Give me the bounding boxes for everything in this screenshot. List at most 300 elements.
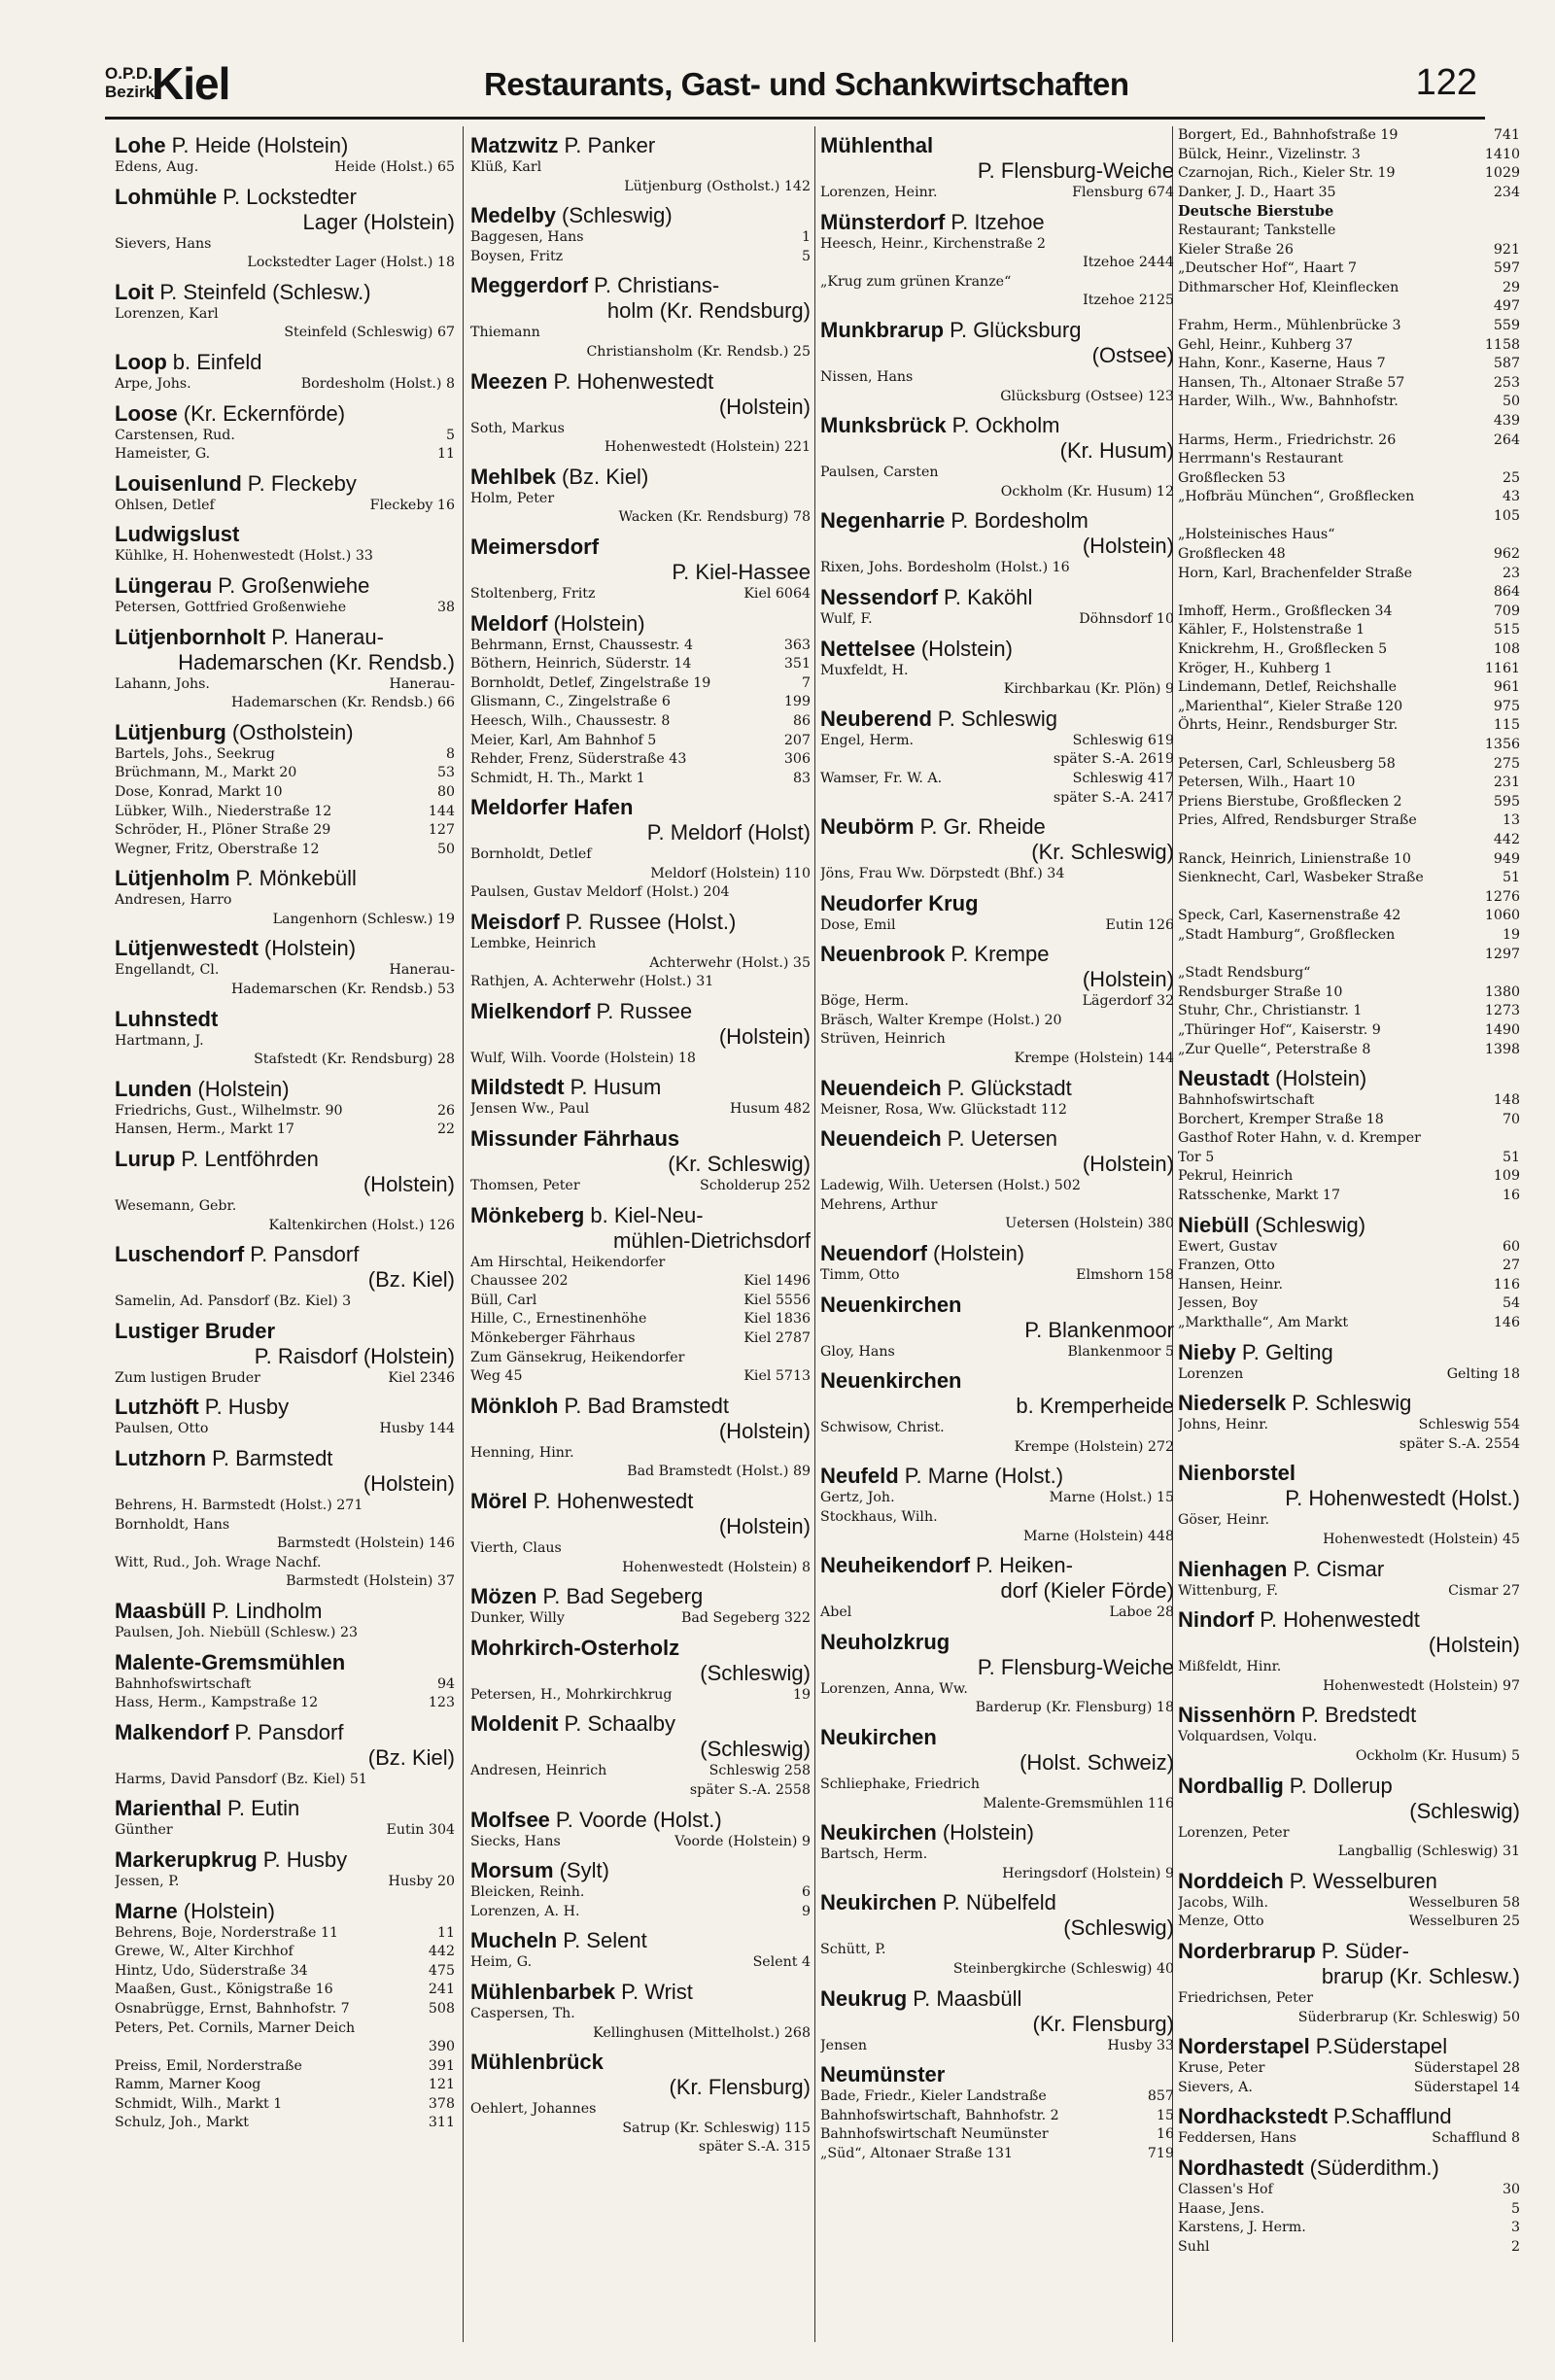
entry-phone: 1 bbox=[801, 229, 811, 246]
place-heading bbox=[115, 866, 455, 891]
place-section bbox=[115, 1007, 455, 1070]
list-item bbox=[470, 1609, 811, 1629]
entry-phone: 241 bbox=[428, 1982, 455, 1998]
entry-phone: 961 bbox=[1493, 679, 1520, 696]
entry-phone: 6 bbox=[801, 1884, 811, 1901]
place-name: Neukirchen bbox=[820, 1724, 937, 1749]
entry-name: Stockhaus, Wilh. bbox=[820, 1509, 938, 1525]
entry-continuation bbox=[1178, 1747, 1520, 1767]
entry-name: Am Hirschtal, Heikendorfer bbox=[470, 1254, 666, 1270]
list-item bbox=[1178, 964, 1520, 983]
entry-name: „Thüringer Hof“, Kaiserstr. 9 bbox=[1178, 1021, 1381, 1038]
list-item bbox=[1178, 2200, 1520, 2220]
place-heading bbox=[470, 1980, 811, 2005]
entry-name: Jacobs, Wilh. bbox=[1178, 1894, 1269, 1911]
list-item bbox=[115, 764, 455, 783]
list-item bbox=[470, 674, 811, 694]
entry-phone: 234 bbox=[1493, 184, 1520, 200]
post-office: P. Lentföhrden bbox=[181, 1147, 319, 1172]
post-office-continued: b. Kremperheide bbox=[1016, 1394, 1174, 1419]
place-heading bbox=[470, 910, 811, 935]
entry-name: Mönkeberger Fährhaus bbox=[470, 1330, 636, 1346]
column-2 bbox=[470, 126, 811, 2362]
post-office-continued: (Schleswig) bbox=[1063, 1915, 1174, 1941]
entry-name: Haase, Jens. bbox=[1178, 2200, 1264, 2217]
post-office: P. Husby bbox=[262, 1846, 348, 1872]
place-section bbox=[115, 1650, 455, 1713]
entry-name: Muxfeldt, H. bbox=[820, 662, 909, 678]
list-item bbox=[115, 2057, 455, 2077]
list-item bbox=[1178, 755, 1520, 775]
entry-phone: 144 bbox=[428, 803, 455, 819]
post-office: P. Großenwiehe bbox=[218, 572, 370, 598]
entry-phone: 595 bbox=[1493, 793, 1520, 810]
entry-name: Brüchmann, M., Markt 20 bbox=[115, 765, 297, 781]
place-section bbox=[1178, 1774, 1520, 1862]
list-item bbox=[1178, 850, 1520, 870]
entry-phone: 50 bbox=[436, 841, 455, 857]
entry-name: Heim, G. bbox=[470, 1954, 533, 1971]
entry-name: „Krug zum grünen Kranze“ bbox=[820, 273, 1012, 290]
post-office: (Holstein) bbox=[1275, 1066, 1367, 1091]
place-section bbox=[1178, 2034, 1520, 2097]
place-name: Neufeld bbox=[820, 1464, 899, 1489]
post-office: P. Selent bbox=[563, 1928, 647, 1953]
place-section bbox=[470, 795, 811, 903]
post-office: P. Russee bbox=[596, 998, 693, 1023]
entry-name: Bülck, Heinr., Vizelinstr. 3 bbox=[1178, 146, 1361, 162]
place-name: Mörel bbox=[470, 1488, 528, 1513]
list-item bbox=[1178, 488, 1520, 507]
entry-phone: Kiel 2787 bbox=[743, 1330, 811, 1346]
entry-phone: 11 bbox=[436, 1924, 455, 1941]
list-item bbox=[470, 158, 811, 178]
list-item bbox=[115, 1962, 455, 1982]
entry-name: Horn, Karl, Brachenfelder Straße bbox=[1178, 565, 1413, 581]
place-section bbox=[470, 203, 811, 266]
place-name: Loose bbox=[115, 400, 178, 426]
place-section bbox=[1178, 1461, 1520, 1549]
entry-phone: Wesselburen 58 bbox=[1408, 1894, 1520, 1911]
list-item bbox=[1178, 393, 1520, 412]
entry-continuation bbox=[470, 1463, 811, 1482]
post-office: P. Marne (Holst.) bbox=[904, 1464, 1064, 1489]
place-heading bbox=[820, 637, 1174, 662]
entry-phone: 275 bbox=[1493, 755, 1520, 772]
entry-name: Wamser, Fr. W. A. bbox=[820, 770, 943, 786]
entry-name: Restaurant; Tankstelle bbox=[1178, 222, 1336, 238]
entry-name: Hass, Herm., Kampstraße 12 bbox=[115, 1695, 319, 1711]
entry-continuation bbox=[820, 680, 1174, 700]
entry-name: Großflecken 53 bbox=[1178, 469, 1286, 486]
entry-phone: Schleswig 258 bbox=[708, 1763, 811, 1779]
entry-location: Barderup (Kr. Flensburg) 18 bbox=[975, 1700, 1174, 1716]
list-item bbox=[470, 1272, 811, 1292]
entry-name: Chaussee 202 bbox=[470, 1273, 569, 1290]
entry-continuation bbox=[115, 694, 455, 713]
entry-location: später S.-A. 2619 bbox=[1053, 751, 1174, 768]
list-item bbox=[115, 745, 455, 765]
entry-location: Langenhorn (Schlesw.) 19 bbox=[272, 911, 455, 927]
entry-phone: Süderstapel 28 bbox=[1413, 2060, 1520, 2077]
entry-name: Hahn, Konr., Kaserne, Haus 7 bbox=[1178, 356, 1386, 372]
entry-phone: 351 bbox=[783, 656, 811, 673]
entry-name: Kieler Straße 26 bbox=[1178, 241, 1294, 258]
entry-phone: 199 bbox=[783, 694, 811, 710]
place-name: Nienhagen bbox=[1178, 1556, 1288, 1581]
place-section bbox=[1178, 1939, 1520, 2027]
entry-name: Ewert, Gustav bbox=[1178, 1238, 1278, 1255]
place-heading bbox=[820, 1725, 1174, 1776]
place-name: Lurup bbox=[115, 1147, 176, 1172]
entry-name: Paulsen, Gustav Meldorf (Holst.) 204 bbox=[470, 884, 730, 901]
entry-name: Peters, Pet. Cornils, Marner Deich bbox=[115, 2019, 356, 2036]
place-section bbox=[470, 1489, 811, 1577]
place-heading bbox=[1178, 1557, 1520, 1582]
list-item bbox=[1178, 811, 1520, 831]
list-item bbox=[115, 1821, 455, 1841]
post-office: P. Heiken- bbox=[976, 1553, 1073, 1578]
list-item bbox=[820, 235, 1174, 255]
place-name: Meldorfer Hafen bbox=[470, 795, 634, 820]
entry-phone: Fleckeby 16 bbox=[369, 497, 455, 513]
list-item bbox=[1178, 1187, 1520, 1206]
entry-name: Stoltenberg, Fritz bbox=[470, 585, 596, 602]
list-item bbox=[1178, 1416, 1520, 1435]
entry-name: Edens, Aug. bbox=[115, 159, 199, 175]
entry-phone: 83 bbox=[792, 770, 811, 786]
post-office: P. Hohenwestedt bbox=[533, 1488, 694, 1513]
place-section bbox=[1178, 1703, 1520, 1766]
place-section bbox=[820, 1553, 1174, 1623]
list-item bbox=[820, 662, 1174, 681]
entry-name: Petersen, Carl, Schleusberg 58 bbox=[1178, 755, 1396, 772]
post-office-continued: (Bz. Kiel) bbox=[367, 1267, 455, 1293]
entry-location: Stafstedt (Kr. Rendsburg) 28 bbox=[254, 1052, 455, 1068]
list-item bbox=[115, 1197, 455, 1217]
list-item bbox=[1178, 2129, 1520, 2149]
entry-phone: Husby 144 bbox=[379, 1421, 455, 1437]
post-office: P. Bordesholm bbox=[950, 508, 1088, 534]
entry-phone: 515 bbox=[1493, 622, 1520, 638]
entry-name: Bornholdt, Hans bbox=[115, 1516, 230, 1533]
place-section bbox=[820, 508, 1174, 578]
entry-name: Witt, Rud., Joh. Wrage Nachf. bbox=[115, 1554, 322, 1570]
post-office: P. Husum bbox=[570, 1075, 662, 1100]
place-name: Marne bbox=[115, 1898, 178, 1923]
entry-continuation bbox=[470, 343, 811, 362]
entry-phone: Bordesholm (Holst.) 8 bbox=[300, 375, 455, 392]
place-section bbox=[470, 465, 811, 528]
place-name: Nordballig bbox=[1178, 1773, 1284, 1798]
entry-phone: 1490 bbox=[1484, 1021, 1520, 1038]
place-name: Mühlenbrück bbox=[470, 2050, 604, 2075]
entry-name: Rendsburger Straße 10 bbox=[1178, 983, 1343, 1000]
entry-phone: 508 bbox=[428, 2000, 455, 2017]
entry-phone: Döhnsdorf 10 bbox=[1079, 610, 1174, 627]
place-heading bbox=[470, 1584, 811, 1609]
place-section bbox=[115, 185, 455, 273]
place-name: Lustiger Bruder bbox=[115, 1318, 276, 1343]
place-name: Mohrkirch-Osterholz bbox=[470, 1635, 680, 1660]
list-item bbox=[470, 248, 811, 267]
entry-continuation bbox=[1178, 888, 1520, 908]
list-item bbox=[115, 1694, 455, 1713]
entry-name: Timm, Otto bbox=[820, 1267, 900, 1284]
entry-name: Czarnojan, Rich., Kieler Str. 19 bbox=[1178, 165, 1396, 182]
place-heading bbox=[115, 1796, 455, 1821]
entry-phone: 475 bbox=[428, 1962, 455, 1979]
post-office-continued: (Holstein) bbox=[1428, 1633, 1520, 1658]
place-heading bbox=[470, 1928, 811, 1953]
entry-name: Bleicken, Reinh. bbox=[470, 1884, 585, 1901]
place-name: Neukirchen bbox=[820, 1890, 937, 1915]
entry-phone: 8 bbox=[445, 745, 455, 762]
list-item bbox=[820, 1604, 1174, 1623]
entry-phone: 442 bbox=[428, 1944, 455, 1960]
entry-phone: Schleswig 554 bbox=[1418, 1417, 1520, 1433]
entry-name: Volquardsen, Volqu. bbox=[1178, 1729, 1318, 1745]
entry-name: Lindemann, Detlef, Reichshalle bbox=[1178, 679, 1397, 696]
list-item bbox=[470, 845, 811, 865]
place-section bbox=[470, 1075, 811, 1120]
entry-name: Hameister, G. bbox=[115, 446, 211, 463]
place-heading bbox=[1178, 1213, 1520, 1238]
entry-name: „Stadt Rendsburg“ bbox=[1178, 965, 1311, 982]
place-name: Neudorfer Krug bbox=[820, 890, 979, 915]
entry-name: Arpe, Johs. bbox=[115, 375, 191, 392]
entry-name: Wesemann, Gebr. bbox=[115, 1198, 237, 1215]
post-office-continued: mühlen-Dietrichsdorf bbox=[613, 1227, 811, 1253]
post-office: b. Einfeld bbox=[172, 349, 262, 374]
city-name: Kiel bbox=[152, 58, 230, 109]
entry-name: Bartels, Johs., Seekrug bbox=[115, 745, 275, 762]
entry-name: Petersen, Wilh., Haart 10 bbox=[1178, 775, 1356, 791]
list-item bbox=[1178, 621, 1520, 640]
place-heading bbox=[470, 1126, 811, 1177]
list-item bbox=[470, 1953, 811, 1973]
post-office: P. Süder- bbox=[1321, 1938, 1409, 1963]
entry-continuation bbox=[820, 483, 1174, 502]
entry-phone: 253 bbox=[1493, 374, 1520, 391]
post-office: P. Pansdorf bbox=[234, 1719, 344, 1744]
list-item bbox=[1178, 1021, 1520, 1041]
entry-phone: Hanerau- bbox=[389, 962, 455, 979]
entry-name: Dunker, Willy bbox=[470, 1610, 565, 1627]
entry-name: Sienknecht, Carl, Wasbeker Straße bbox=[1178, 870, 1424, 886]
place-heading bbox=[820, 891, 1174, 916]
entry-name: Bornholdt, Detlef, Zingelstraße 19 bbox=[470, 674, 711, 691]
place-section bbox=[820, 1986, 1174, 2056]
entry-phone: Kiel 2346 bbox=[388, 1369, 455, 1386]
entry-name: Deutsche Bierstube bbox=[1178, 203, 1334, 221]
entry-phone: 51 bbox=[1502, 1149, 1520, 1165]
list-item bbox=[820, 2087, 1174, 2107]
place-heading bbox=[470, 133, 811, 158]
entry-phone: Wesselburen 25 bbox=[1408, 1914, 1520, 1930]
entry-location: Hohenwestedt (Holstein) 97 bbox=[1323, 1677, 1520, 1694]
entry-continuation bbox=[820, 1865, 1174, 1884]
place-section bbox=[115, 1720, 455, 1790]
post-office-continued: P. Flensburg-Weiche bbox=[977, 1654, 1174, 1679]
entry-name: Friedrichs, Gust., Wilhelmstr. 90 bbox=[115, 1102, 343, 1119]
entry-name: Classen's Hof bbox=[1178, 2181, 1273, 2197]
entry-location: Steinbergkirche (Schleswig) 40 bbox=[952, 1960, 1174, 1977]
place-heading bbox=[470, 535, 811, 585]
entry-name: Carstensen, Rud. bbox=[115, 427, 235, 443]
entry-name: Feddersen, Hans bbox=[1178, 2130, 1296, 2147]
entry-continuation bbox=[1178, 297, 1520, 317]
entry-name: Lorenzen, Heinr. bbox=[820, 185, 938, 200]
place-heading bbox=[820, 1630, 1174, 1680]
post-office: (Holstein) bbox=[933, 1241, 1025, 1266]
entry-phone: 962 bbox=[1493, 546, 1520, 563]
post-office: (Holstein) bbox=[920, 636, 1013, 661]
place-heading bbox=[820, 1464, 1174, 1489]
place-name: Lohmühle bbox=[115, 184, 218, 209]
place-name: Mühlenbarbek bbox=[470, 1979, 616, 2004]
place-name: Mühlenthal bbox=[820, 133, 934, 157]
post-office-continued: holm (Kr. Rendsburg) bbox=[606, 298, 811, 324]
place-section bbox=[820, 318, 1174, 406]
entry-location: Lockstedter Lager (Holst.) 18 bbox=[247, 255, 455, 271]
list-item bbox=[470, 420, 811, 439]
place-heading bbox=[1178, 1939, 1520, 1989]
place-section bbox=[115, 1395, 455, 1439]
list-item bbox=[115, 1873, 455, 1892]
post-office: P. Dollerup bbox=[1289, 1773, 1393, 1798]
place-heading bbox=[820, 585, 1174, 610]
entry-name: „Deutscher Hof“, Haart 7 bbox=[1178, 260, 1358, 277]
list-item bbox=[1178, 222, 1520, 241]
entry-phone: Cismar 27 bbox=[1448, 1582, 1520, 1599]
entry-name: Göser, Heinr. bbox=[1178, 1512, 1269, 1529]
list-item bbox=[1178, 2238, 1520, 2258]
entry-name: Boysen, Fritz bbox=[470, 248, 564, 264]
list-item bbox=[1178, 603, 1520, 622]
entry-name: Samelin, Ad. Pansdorf (Bz. Kiel) 3 bbox=[115, 1293, 352, 1310]
entry-continuation bbox=[470, 2024, 811, 2044]
post-office-continued: (Holstein) bbox=[718, 1513, 811, 1538]
entry-name: Vierth, Claus bbox=[470, 1539, 562, 1556]
list-item bbox=[820, 273, 1174, 293]
entry-name: Behrmann, Ernst, Chaussestr. 4 bbox=[470, 637, 694, 653]
entry-location: Hademarschen (Kr. Rendsb.) 53 bbox=[230, 982, 455, 998]
post-office: P. Uetersen bbox=[947, 1126, 1058, 1152]
place-name: Neuendorf bbox=[820, 1241, 927, 1266]
entry-name: Bahnhofswirtschaft, Bahnhofstr. 2 bbox=[820, 2107, 1059, 2123]
entry-name: Hintz, Udo, Süderstraße 34 bbox=[115, 1962, 308, 1979]
entry-name: Engel, Herm. bbox=[820, 732, 915, 748]
place-name: Meldorf bbox=[470, 610, 548, 636]
entry-phone: 94 bbox=[436, 1675, 455, 1692]
list-item bbox=[1178, 146, 1520, 165]
list-item bbox=[1178, 1913, 1520, 1932]
post-office: (Holstein) bbox=[183, 1898, 275, 1923]
place-name: Nieby bbox=[1178, 1339, 1236, 1364]
place-name: Lütjenbornholt bbox=[115, 624, 266, 649]
place-name: Neuenbrook bbox=[820, 942, 946, 967]
place-heading bbox=[115, 625, 455, 675]
list-item bbox=[1178, 241, 1520, 260]
list-item bbox=[1178, 1167, 1520, 1187]
entry-continuation bbox=[115, 1535, 455, 1554]
entry-name: Behrens, Boje, Norderstraße 11 bbox=[115, 1924, 339, 1941]
entry-location: später S.-A. 315 bbox=[698, 2139, 811, 2156]
place-name: Malkendorf bbox=[115, 1719, 229, 1744]
entry-continuation bbox=[820, 1699, 1174, 1718]
list-item bbox=[115, 2000, 455, 2019]
entry-phone: Eutin 126 bbox=[1105, 916, 1174, 933]
place-name: Norddeich bbox=[1178, 1868, 1284, 1893]
page-title: Restaurants, Gast- und Schankwirtschaften bbox=[484, 66, 1129, 102]
entry-continuation bbox=[115, 254, 455, 273]
entry-phone: Kiel 1496 bbox=[743, 1273, 811, 1290]
place-section bbox=[115, 573, 455, 618]
list-item bbox=[1178, 1658, 1520, 1677]
entry-phone: 378 bbox=[428, 2095, 455, 2112]
place-name: Loop bbox=[115, 349, 167, 374]
place-name: Neuheikendorf bbox=[820, 1553, 971, 1578]
entry-location: später S.-A. 2558 bbox=[689, 1781, 811, 1798]
entry-name: Petersen, H., Mohrkirchkrug bbox=[470, 1686, 673, 1703]
entry-name: Engellandt, Cl. bbox=[115, 962, 220, 979]
place-heading bbox=[820, 1076, 1174, 1101]
list-item bbox=[1178, 926, 1520, 946]
list-item bbox=[470, 1349, 811, 1368]
entry-name: „Süd“, Altonaer Straße 131 bbox=[820, 2145, 1013, 2161]
list-item bbox=[115, 1032, 455, 1052]
list-item bbox=[470, 1833, 811, 1852]
entry-phone: Blankenmoor 5 bbox=[1067, 1343, 1174, 1360]
list-item bbox=[1178, 793, 1520, 812]
place-name: Negenharrie bbox=[820, 508, 946, 534]
entry-location: Satrup (Kr. Schleswig) 115 bbox=[622, 2120, 811, 2136]
place-name: Medelby bbox=[470, 203, 557, 228]
place-section bbox=[115, 625, 455, 713]
list-item bbox=[115, 1554, 455, 1573]
entry-name: Großflecken 48 bbox=[1178, 546, 1286, 563]
post-office-continued: P. Blankenmoor bbox=[1024, 1317, 1174, 1342]
list-item bbox=[115, 1675, 455, 1695]
place-heading bbox=[820, 1820, 1174, 1845]
post-office: P. Hanerau- bbox=[271, 624, 384, 649]
entry-name: Borgert, Ed., Bahnhofstraße 19 bbox=[1178, 127, 1399, 143]
place-name: Nordhastedt bbox=[1178, 2155, 1304, 2180]
place-name: Munksbrück bbox=[820, 413, 947, 438]
place-section bbox=[115, 350, 455, 395]
entry-name: Rehder, Frenz, Süderstraße 43 bbox=[470, 751, 687, 768]
place-name: Molfsee bbox=[470, 1807, 550, 1832]
entry-name: Knickrehm, H., Großflecken 5 bbox=[1178, 641, 1388, 658]
entry-phone: Elmshorn 158 bbox=[1076, 1267, 1174, 1284]
entry-name: Oehlert, Johannes bbox=[470, 2101, 597, 2118]
entry-phone: Süderstapel 14 bbox=[1413, 2079, 1520, 2095]
place-section bbox=[1178, 2104, 1520, 2149]
post-office-continued: (Holstein) bbox=[363, 1471, 455, 1496]
entry-name: Schulz, Joh., Markt bbox=[115, 2115, 249, 2131]
list-item bbox=[1178, 1294, 1520, 1314]
list-item bbox=[820, 368, 1174, 388]
place-section bbox=[1178, 1869, 1520, 1932]
place-heading bbox=[820, 413, 1174, 464]
post-office: P. Gelting bbox=[1241, 1339, 1333, 1364]
place-section bbox=[470, 611, 811, 789]
entry-phone: 857 bbox=[1147, 2088, 1174, 2105]
post-office-continued: P. Meldorf (Holst) bbox=[646, 820, 811, 845]
list-item bbox=[470, 228, 811, 248]
entry-phone: 38 bbox=[436, 599, 455, 615]
